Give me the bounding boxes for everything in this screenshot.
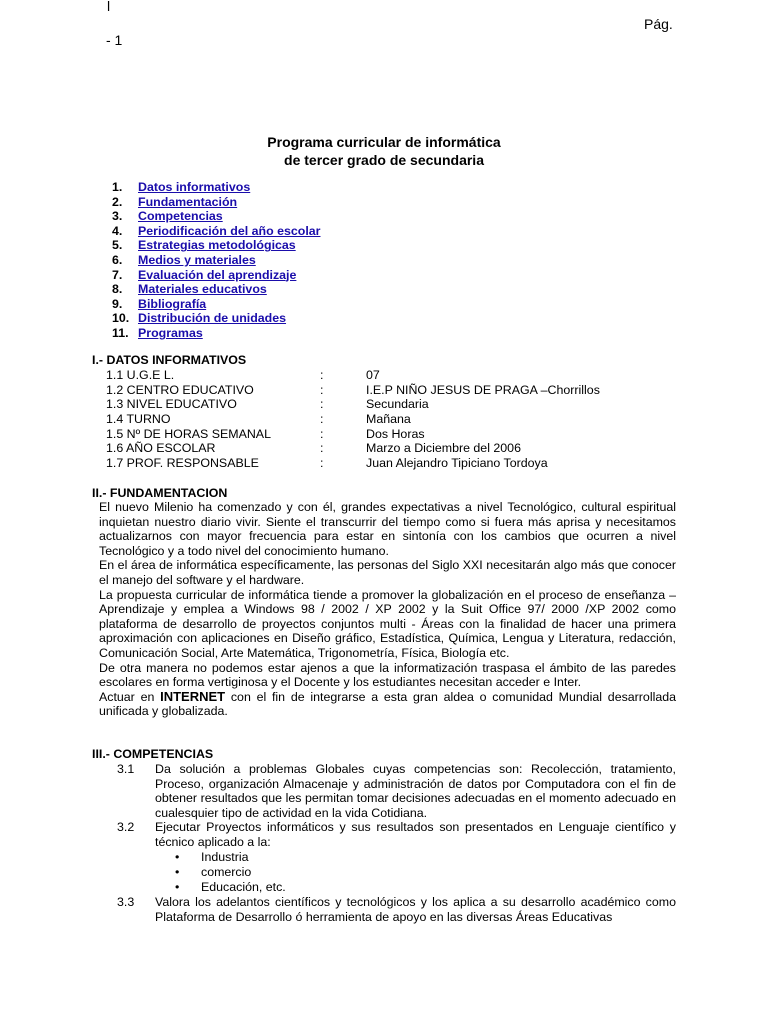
toc-link-bibliografia[interactable]: Bibliografía bbox=[138, 296, 207, 311]
section-heading-fundamentacion: II.- FUNDAMENTACION bbox=[92, 486, 228, 500]
toc-link-datos-informativos[interactable]: Datos informativos bbox=[138, 180, 251, 194]
toc-item: 7. Evaluación del aprendizaje bbox=[112, 267, 297, 282]
paragraph: En el área de informática específicamente, las personas del Siglo XXI necesitarán algo más que conocer el manejo del software y el hardware. bbox=[99, 558, 676, 587]
paragraph: De otra manera no podemos estar ajenos a que la informatización traspasa el ámbito de las paredes escolares en forma vertiginosa y el Docente y los estudiantes necesitan acceder e Inter. bbox=[99, 660, 676, 690]
paragraph: Actuar en INTERNET con el fin de integrarse a esta gran aldea o comunidad Mundial desarrollada unificada y globalizada. bbox=[99, 688, 677, 719]
table-of-contents bbox=[112, 180, 320, 341]
bullet-item: • Educación, etc. bbox=[175, 879, 286, 894]
toc-item: 6. Medios y materiales bbox=[112, 252, 256, 267]
toc-item: 11. Programas bbox=[112, 325, 203, 340]
datos-row: 1.1 U.G.E L. : 07 bbox=[106, 368, 380, 382]
document-title-line2: de tercer grado de secundaria bbox=[284, 152, 484, 168]
datos-row: 1.3 NIVEL EDUCATIVO : Secundaria bbox=[106, 397, 429, 411]
header-mark: l bbox=[107, 0, 111, 14]
toc-item: 3. Competencias bbox=[112, 209, 223, 224]
document-title-line1: Programa curricular de informática bbox=[267, 134, 501, 150]
toc-item: 2. Fundamentación bbox=[112, 194, 238, 209]
toc-item: 4. Periodificación del año escolar bbox=[112, 223, 321, 238]
toc-item: 5. Estrategias metodológicas bbox=[112, 238, 296, 253]
bullet-item: • Industria bbox=[175, 849, 249, 864]
datos-row: 1.2 CENTRO EDUCATIVO : I.E.P NIÑO JESUS DE PRAGA –Chorrillos bbox=[106, 383, 600, 397]
bullet-icon: • bbox=[175, 849, 180, 864]
bullet-icon: • bbox=[175, 864, 180, 879]
bullet-item: • comercio bbox=[175, 864, 252, 879]
datos-row: 1.4 TURNO : Mañana bbox=[106, 412, 411, 426]
toc-link-programas[interactable]: Programas bbox=[138, 325, 203, 340]
toc-link-estrategias[interactable]: Estrategias metodológicas bbox=[138, 238, 296, 253]
section-heading-datos: I.- DATOS INFORMATIVOS bbox=[92, 353, 247, 367]
page-number: - 1 bbox=[106, 32, 123, 48]
paragraph: El nuevo Milenio ha comenzado y con él, grandes expectativas a nivel Tecnológico, cultural espiritual inquietan nuestro diario vivir. Siente el transcurrir del tiempo como si fuera más aprisa y necesitamos actualizarnos con mayor frecuencia para estar en sintonía con los cambios que ocurren a nivel Tecnológico y a todo nivel del conocimiento humano. bbox=[99, 500, 676, 558]
bullet-icon: • bbox=[175, 879, 180, 894]
toc-link-competencias[interactable]: Competencias bbox=[138, 209, 223, 224]
toc-link-medios[interactable]: Medios y materiales bbox=[138, 252, 256, 267]
toc-link-materiales[interactable]: Materiales educativos bbox=[138, 282, 267, 297]
bullet-list bbox=[155, 850, 676, 896]
toc-item: 8. Materiales educativos bbox=[112, 282, 267, 297]
section-heading-competencias: III.- COMPETENCIAS bbox=[92, 747, 214, 761]
competencia-item: 3.1 Da solución a problemas Globales cuyas competencias son: Recolección, tratamiento, Proceso, organización Almacenaje y administración de datos por Computadora con el fin de obtener resultados que les permitan tomar decisiones adecuadas en el momento adecuado en cualesquier tipo de actividad en la vida Cotidiana. bbox=[117, 762, 676, 820]
competencia-item: 3.2 Ejecutar Proyectos informáticos y sus resultados son presentados en Lenguaje científico y técnico aplicado a la: • Industria • comercio • Educación, etc. bbox=[117, 820, 676, 894]
toc-link-fundamentacion[interactable]: Fundamentación bbox=[138, 194, 238, 209]
fundamentacion-body bbox=[99, 500, 676, 719]
toc-link-periodificacion[interactable]: Periodificación del año escolar bbox=[138, 223, 321, 238]
datos-row: 1.5 Nº DE HORAS SEMANAL : Dos Horas bbox=[106, 427, 425, 441]
page-label: Pág. bbox=[644, 16, 673, 32]
toc-link-distribucion[interactable]: Distribución de unidades bbox=[138, 311, 287, 326]
toc-item: 10. Distribución de unidades bbox=[112, 311, 287, 326]
competencia-item: 3.3 Valora los adelantos científicos y tecnológicos y los aplica a su desarrollo académico como Plataforma de Desarrollo ó herramienta de apoyo en las diversas Áreas Educativas bbox=[117, 895, 676, 924]
paragraph: La propuesta curricular de informática tiende a promover la globalización en el proceso de enseñanza – Aprendizaje y emplea a Windows 98 / 2002 / XP 2002 y la Suit Office 97/ 2000 /XP 2002 como plataforma de desarrollo de proyectos conjuntos multi - Áreas con la finalidad de hacer una primera aproximación con aplicaciones en Diseño gráfico, Estadística, Química, Lengua y Literatura, redacción, Comunicación Social, Arte Matemática, Trigonometría, Física, Biología etc. bbox=[99, 587, 676, 660]
toc-item: 9. Bibliografía bbox=[112, 296, 207, 311]
datos-row: 1.7 PROF. RESPONSABLE : Juan Alejandro Tipiciano Tordoya bbox=[106, 456, 548, 470]
internet-emphasis: INTERNET bbox=[160, 688, 226, 704]
datos-row: 1.6 AÑO ESCOLAR : Marzo a Diciembre del 2006 bbox=[106, 441, 521, 455]
competencias-list bbox=[117, 762, 676, 924]
toc-link-evaluacion[interactable]: Evaluación del aprendizaje bbox=[138, 267, 297, 282]
toc-item: 1. Datos informativos bbox=[112, 180, 251, 194]
